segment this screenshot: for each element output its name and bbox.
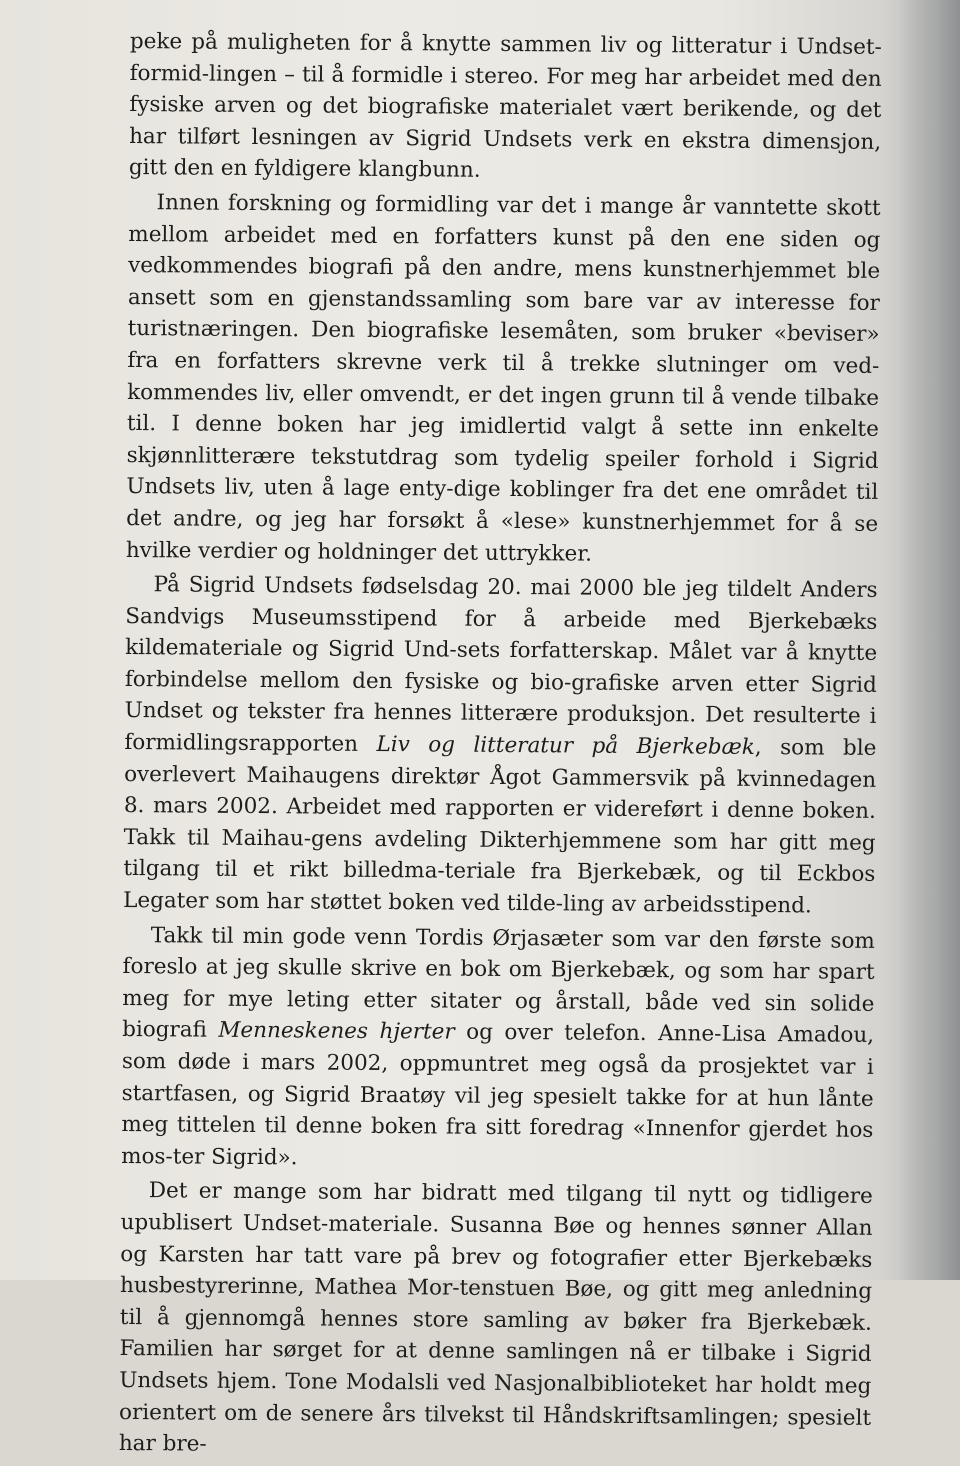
paragraph-3: [123, 569, 878, 922]
report-title: Liv og litteratur på Bjerkebæk: [376, 732, 755, 760]
paragraph-1: peke på muligheten for å knytte sammen liv og litteratur i Undset-formid-lingen – til å formidle i stereo. For meg har arbeidet med den fysiske arven og det biografiske materialet vært berikende, og det har tilført lesningen av Sigrid Undsets verk en ekstra dimensjon, gitt den en fyldigere klangbunn.: [128, 28, 882, 184]
body-text: [119, 26, 882, 1466]
paragraph-4: [121, 920, 875, 1179]
page-edge-shadow: [900, 0, 960, 1280]
paragraph-3-text-b: , som ble overlevert Maihaugens direktør Ågot Gammersvik på kvinnedagen 8. mars 2002. Arbeidet med rapporten er videreført i denne boken. Takk til Maihau-gens avdeling Dikterhjemmene som har gitt meg tilgang til et rikt billedma-teriale fra Bjerkebæk, og til Eckbos Legater som har støttet boken ved tilde-ling av arbeidsstipend.: [123, 734, 877, 919]
paragraph-4-text-b: og over telefon. Anne-Lisa Amadou, som døde i mars 2002, oppmuntret meg også da prosjektet var i startfasen, og Sigrid Braatøy vil jeg spesielt takke for at hun lånte meg tittelen til denne boken fra sitt foredrag «Innenfor gjerdet hos mos-ter Sigrid».: [121, 1019, 875, 1171]
paragraph-5: Det er mange som har bidratt med tilgang til nytt og tidligere upublisert Undset-materiale. Susanna Bøe og hennes sønner Allan og Karsten har tatt vare på brev og fotografier etter Bjerkebæks husbestyrerinne, Mathea Mor-tenstuen Bøe, og gitt meg anledning til å gjennomgå hennes store samling av bøker fra Bjerkebæk. Familien har sørget for at denne samlingen nå er tilbake i Sigrid Undsets hjem. Tone Modalsli ved Nasjonalbiblioteket har holdt meg orientert om de senere års tilvekst til Håndskriftsamlingen; spesielt har bre-: [118, 1178, 873, 1457]
paragraph-4-text-a: Takk til min gode venn Tordis Ørjasæter som var den første som foreslo at jeg skulle skrive en bok om Bjerkebæk, og som har spart meg for mye leting etter sitater og årstall, både ved sin solide biografi: [122, 922, 875, 1044]
paragraph-2: Innen forskning og formidling var det i mange år vanntette skott mellom arbeidet med en forfatters kunst på den ene siden og vedkommendes biografi på den andre, mens kunstnerhjemmet ble ansett som en gjenstandssamling som bare var av interesse for turistnæringen. Den biografiske lesemåten, som bruker «beviser» fra en forfatters skrevne verk til å trekke slutninger om ved-kommendes liv, eller omvendt, er det ingen grunn til å vende tilbake til. I denne boken har jeg imidlertid valgt å sette inn enkelte skjønnlitterære tekstutdrag som tydelig speiler forhold i Sigrid Undsets liv, uten å lage enty-dige koblinger fra det ene området til det andre, og jeg har forsøkt å «lese» kunstnerhjemmet for å se hvilke verdier og holdninger det uttrykker.: [125, 190, 881, 567]
biography-title: Menneskenes hjerter: [218, 1018, 455, 1045]
paragraph-3-text-a: På Sigrid Undsets fødselsdag 20. mai 2000 ble jeg tildelt Anders Sandvigs Museumsstipend for å arbeide med Bjerkebæks kildemateriale og Sigrid Und-sets forfatterskap. Målet var å knytte forbindelse mellom den fysiske og bio-grafiske arven etter Sigrid Undset og tekster fra hennes litterære produksjon. Det resulterte i formidlingsrapporten: [124, 572, 878, 758]
